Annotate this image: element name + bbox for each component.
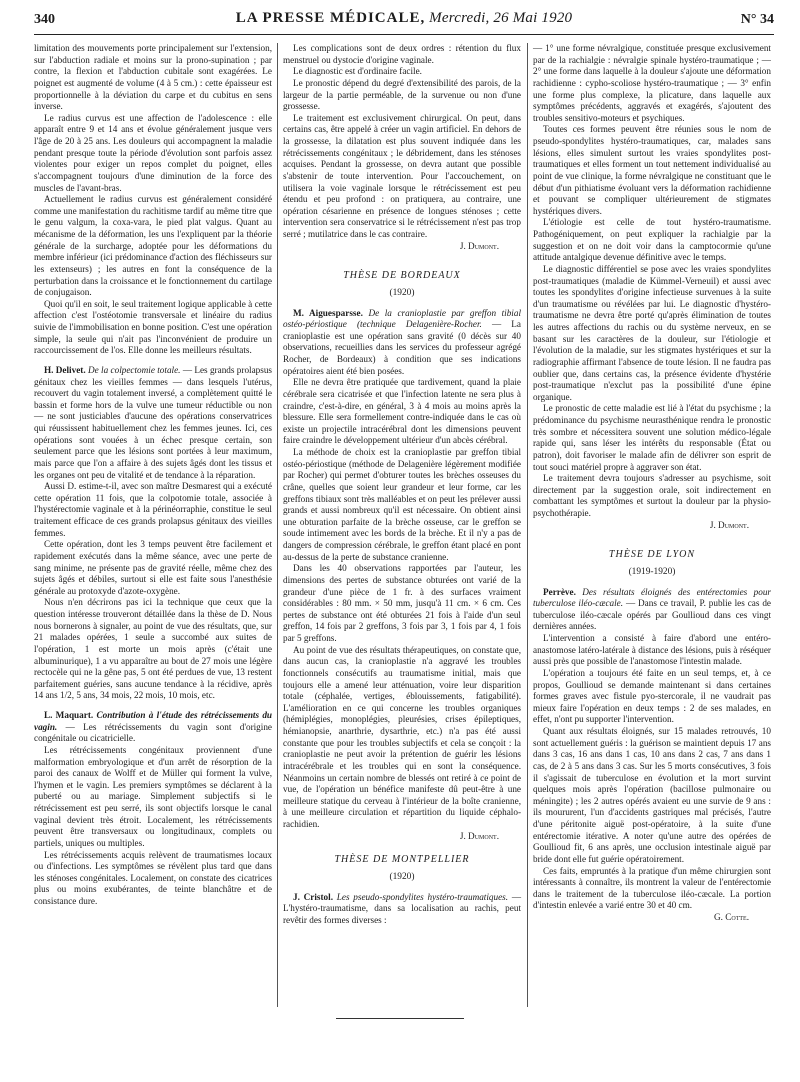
signature: G. Cotte.	[714, 912, 749, 922]
paragraph: Les rétrécissements acquis relèvent de traumatismes locaux ou d'infections. Les symptômes se révèlent plus tard que dans les sténoses congénitales. Localement, on constate des cicatrices plus ou moins exubérantes, de teinte blanchâtre et de consistance dure.	[34, 849, 272, 906]
paragraph: Quoi qu'il en soit, le seul traitement logique applicable à cette affection c'est l'ostéotomie transversale et linéaire du radius suivie de l'immobilisation en bonne position. C'est une opération simple, la seule qui n'ait pas l'inconvénient de produire un raccourcissement de l'os. Elle donne les meilleurs résultats.	[34, 298, 272, 356]
issue-date: Mercredi, 26 Mai 1920	[429, 10, 573, 26]
article-text: — Les rétrécissements du vagin sont d'origine congénitale ou cicatricielle.	[34, 721, 272, 744]
paragraph: Cette opération, dont les 3 temps peuvent être facilement et rapidement exécutés dans la même séance, avec une perte de sang minime, ne présente pas de gravité réelle, même chez des sujets âgés et débiles, surtout si elle est faite sous l'anesthésie générale au protoxyde d'azote-oxygène.	[34, 539, 272, 596]
paragraph: Quant aux résultats éloignés, sur 15 malades retrouvés, 10 sont actuellement guéris : la guérison se maintient depuis 17 ans dans 3 cas, 16 ans dans 1 cas, 10 ans dans 2 cas, 7 ans dans 1 cas, de 2 à 5 ans dans 3 cas. Sur les 5 morts consécutives, 3 fois il s'agissait de tuberculose en évolution et la mort survint quelques mois après l'opération (bacillose pulmonaire ou méningite) ; les 2 autres opérés avaient eu une survie de 9 ans : ils moururent, l'un d'accidents gastriques mal précisés, l'autre d'une péritonite aiguë post-opératoire, à la suite d'une entérectomie itérative. A noter qu'une autre des opérées de Goullioud fit, 6 ans après, une occlusion intestinale aiguë par bride dont elle fut guérie opératoirement.	[533, 726, 771, 864]
article-title: De la colpectomie totale.	[87, 364, 181, 375]
paragraph: limitation des mouvements porte principalement sur l'extension, sur l'abduction radiale et moins sur la prono-supination ; par contre, la flexion et l'abduction cubitale sont exagérées. Le poignet est augmenté de volume (4 à 5 cm.) : cette épaisseur est proportionnelle à la déviation du carpe et du cubitus en sens inverse.	[34, 43, 272, 112]
paragraph: Au point de vue des résultats thérapeutiques, on constate que, dans aucun cas, la cranioplastie n'a aggravé les troubles fonctionnels consécutifs au traumatisme initial, mais que toujours elle a amené leur atténuation, voire leur disparition totale (céphalée, vertiges, éblouissements, fatigabilité). L'amélioration en ce qui concerne les troubles organiques (hémiplégies, monoplégies, pleurésies, crises épileptiques, hémianopsie, anarthrie, dysarthrie, etc.) n'a pas été aussi constante que pour les troubles subjectifs et cela se conçoit : la cranioplastie ne peut avoir la prétention de guérir les lésions intracérébrale et les troubles qui en sont la conséquence. Néanmoins un certain nombre de blessés ont retiré à ce point de vue, de l'opération un bénéfice manifeste dû peut-être à une meilleure statique du cerveau à l'intérieur de la boîte cranienne, à une meilleure circulation et répartition du liquide céphalo-rachidien.	[283, 644, 521, 829]
paragraph: Aussi D. estime-t-il, avec son maître Desmarest qui a exécuté cette opération 11 fois, que la colpotomie totale, associée à l'hystérectomie vaginale et à la périnéorraphie, constitue le seul traitement efficace de ces grands prolapsus génitaux des vieilles femmes.	[34, 481, 272, 538]
paragraph: Le diagnostic différentiel se pose avec les vraies spondylites post-traumatiques (maladie de Kümmel-Verneuil) et aussi avec toutes les spondylites d'origine infectieuse survenues à la suite d'un traumatisme ou révélées par lui. Le diagnostic d'hystéro-traumatisme ne devra être porté qu'après élimination de toutes les autres affections du rachis ou du système nerveux, en se basant sur les caractères de la douleur, sur l'étiologie et l'évolution de la maladie, sur les stigmates hystériques et sur la radiographie affirmant l'absence de toute lésion. Il ne faudra pas oublier que, dans certains cas, la présence évidente d'hystérie post-traumatique n'exclut pas la possibilité d'une épine organique.	[533, 263, 771, 402]
paragraph: — 1° une forme névralgique, constituée presque exclusivement par de la rachialgie : névralgie spinale hystéro-traumatique ; — 2° une forme dans laquelle à la douleur s'ajoute une déformation rachidienne : cypho-scoliose hystéro-traumatique ; — 3° enfin une forme plus complexe, la plicature, dans laquelle aux symptômes précédents, aggravés et exagérés, s'ajoutent des troubles sensitivo-moteurs et psychiques.	[533, 43, 771, 123]
article-author: L. Maquart.	[44, 710, 94, 720]
paragraph: Actuellement le radius curvus est généralement considéré comme une manifestation du rachitisme tardif au même titre que le genu valgum, la coxa-vara, le pied plat valgus. Quant au mécanisme de la déformation, les uns l'expliquent par la théorie générale de la surcharge, adoptée pour les déformations du membre inférieur (ici prédominance d'action des fléchisseurs sur les extenseurs) ; les autres en font la conséquence de la perturbation dans la croissance et le fonctionnement du cartilage de conjugaison.	[34, 194, 272, 298]
paragraph: L'intervention a consisté à faire d'abord une entéro-anastomose latéro-latérale à distance des lésions, puis à réséquer aussi près que possible de l'anastomose l'intestin malade.	[533, 633, 771, 667]
header-rule	[34, 34, 774, 35]
paragraph: Le pronostic de cette maladie est lié à l'état du psychisme ; la prédominance du psychisme neurasthénique rendra le pronostic très sombre et nécessitera souvent une solution médico-légale rapide qui, sans léser les intérêts du responsable (État ou patron), doit favoriser le malade afin de délivrer son esprit de tout souci matériel propre à aggraver son état.	[533, 403, 771, 472]
article-title: Des résultats éloignés des entérectomies pour tuberculose iléo-cæcale.	[533, 586, 771, 609]
issue-number: N° 34	[740, 12, 774, 27]
paragraph: Dans les 40 observations rapportées par l'auteur, les dimensions des pertes de substance obturées ont varié de la grandeur d'une pièce de 1 fr. à des surfaces vraiment considérables : 80 mm. × 50 mm, jusqu'à 11 cm. × 6 cm. Ces pertes de substance ont été obturées 21 fois à l'aide d'un seul greffon, 14 fois par 2 greffons, 3 fois par 3, 1 fois par 4, 1 fois par 5 greffons.	[283, 563, 521, 643]
paragraph: Elle ne devra être pratiquée que tardivement, quand la plaie cérébrale sera cicatrisée et que l'infection latente ne sera plus à craindre, c'est-à-dire, en général, 3 à 4 mois au moins après la blessure. Elle sera formellement contre-indiquée dans le cas où existe un projectile intracérébral dont les dimensions peuvent faire craindre le développement ultérieur d'un abcès cérébral.	[283, 377, 521, 446]
section-heading: THÈSE DE MONTPELLIER	[334, 854, 470, 866]
article-aiguesparsse	[283, 308, 521, 378]
article-delivet	[34, 365, 272, 481]
column-divider	[527, 43, 528, 1007]
paragraph: Le diagnostic est d'ordinaire facile.	[293, 66, 422, 77]
paragraph: Nous n'en décrirons pas ici la technique que ceux que la question intéresse trouveront détaillée dans la thèse de D. Nous nous bornerons à signaler, au point de vue des résultats, que, sur 21 malades opérées, 1 seule a succombé aux suites de l'opération, 1 est morte un mois après (c'était une albuminurique), 1 a vu apparaître au bout de 27 mois une légère rectocèle qui ne la gêne pas, 5 ont été perdues de vue, 13 restent parfaitement guéries, sans aucune tendance à la récidive, après 14 ans 1/2, 5 ans, 34 mois, 22 mois, 10 mois, etc.	[34, 597, 272, 701]
paragraph: Toutes ces formes peuvent être réunies sous le nom de pseudo-spondylites hystéro-traumatiques, car, malades sans lésions, elles simulent surtout les vraies spondylites post-traumatiques et elles forment un tout nettement individualisé au point de vue clinique, la forme névralgique ne constituant que le début d'un pithiatisme évoluant vers la déformation rachidienne et pouvant se compliquer ultérieurement de stigmates hystériques divers.	[533, 124, 771, 216]
article-text: — L'hystéro-traumatisme, dans sa localisation au rachis, peut revêtir des formes diverses :	[283, 891, 521, 925]
footer-rule	[336, 1018, 464, 1019]
page-header	[34, 10, 774, 32]
running-title	[34, 10, 774, 27]
article-author: J. Cristol.	[293, 891, 333, 902]
article-author: M. Aiguesparsse.	[293, 307, 363, 318]
article-text: — Les grands prolapsus génitaux chez les vieilles femmes — dans lesquels l'utérus, recouvert du vagin totalement inversé, a complètement quitté le bassin et forme hors de la vulve une tumeur réductible ou non — ne sont justiciables d'aucune des opérations conservatrices qui réussissent habituellement chez les femmes jeunes. Ici, ces opérations sont vouées à un échec presque certain, son seulement parce que les lésions sont portées à leur maximum, mais parce que l'on a affaire à des sujets âgés dont les tissus et les organes ont peu de vitalité et de tendance à la réparation.	[34, 364, 273, 480]
journal-name: LA PRESSE MÉDICALE,	[235, 10, 426, 26]
article-author: H. Delivet.	[44, 364, 86, 375]
page-number: 340	[34, 12, 55, 27]
column-right	[533, 43, 771, 924]
paragraph: Les rétrécissements congénitaux proviennent d'une malformation embryologique et d'un arrêt de résorption de la paroi des canaux de Wolff et de Müller qui forment la vulve, l'hymen et le vagin. Les premiers symptômes se déclarent à la puberté ou au mariage. Simplement subjectifs si le rétrécissement est peu serré, ils sont objectifs lorsque le canal vaginal devient très étroit. Localement, les rétrécissements peuvent être transversaux ou longitudinaux, complets ou partiels, uniques ou multiples.	[34, 744, 272, 848]
article-cristol	[283, 892, 521, 927]
signature: J. Dumont.	[459, 830, 499, 841]
paragraph: L'étiologie est celle de tout hystéro-traumatisme. Pathogéniquement, on peut expliquer la rachialgie par la suggestion et on ne doit voir dans la camptocormie qu'une attitude antalgique devenue définitive avec le temps.	[533, 217, 771, 263]
section-year: (1919-1920)	[628, 566, 676, 577]
article-author: Perrève.	[543, 586, 576, 597]
paragraph: L'opération a toujours été faite en un seul temps, et, à ce propos, Goullioud se demande maintenant si dans certaines formes graves avec fistule pyo-stercorale, il ne vaudrait pas mieux faire l'opération en deux temps : 2 de ses malades, en effet, n'ont pu supporter l'intervention.	[533, 667, 771, 725]
section-heading: THÈSE DE LYON	[608, 549, 696, 561]
paragraph: Le pronostic dépend du degré d'extensibilité des parois, de la largeur de la partie perméable, de la survenue ou non d'une grossesse.	[283, 77, 521, 112]
article-text: — La cranioplastie est une opération sans gravité (0 décès sur 40 observations, recueillies dans les services du professeur agrégé Rocher, de Bordeaux) à condition que ses indications opératoires aient été bien posées.	[283, 319, 521, 376]
section-year: (1920)	[389, 871, 415, 882]
article-maquart	[34, 710, 272, 745]
signature: J. Dumont.	[459, 240, 499, 251]
paragraph: Les complications sont de deux ordres : rétention du flux menstruel ou dystocie d'origine vaginale.	[283, 43, 521, 65]
paragraph: Le radius curvus est une affection de l'adolescence : elle apparaît entre 9 et 14 ans et évolue généralement jusque vers l'âge de 20 à 25 ans. Les douleurs qui accompagnent la maladie pendant presque toute la période d'évolution sont parfois assez violentes pour exiger un repos complet du poignet, elles s'accompagnent toujours d'une diminution de la force des muscles de l'avant-bras.	[34, 112, 272, 193]
article-perreve	[533, 587, 771, 634]
paragraph: Le traitement est exclusivement chirurgical. On peut, dans certains cas, être appelé à créer un vagin artificiel. En dehors de la grossesse, la dilatation est plus souvent indiquée dans les rétrécissements congénitaux ; le débridement, dans les sténoses acquises. Pendant la grossesse, on devra autant que possible s'abstenir de toute intervention. Pour l'accouchement, on utilisera la voie vaginale lorsque le rétrécissement est peu étendu et peu profond : on pratiquera, au contraire, une opération césarienne en présence de longues sténoses ; cette intervention sera conservatrice si le rétrécissement n'est pas trop serré ; mutilatrice dans le cas contraire.	[283, 112, 521, 239]
paragraph: La méthode de choix est la cranioplastie par greffon tibial ostéo-périostique (méthode de Delagenière légèrement modifiée par Rocher) qui permet d'obturer toutes les brèches osseuses du crâne, quelles que soient leur grandeur et leur forme, car les greffons tibiaux sont très malléables et on peut les prélever aussi grands et aussi nombreux qu'il est nécessaire. On obtient ainsi une obturation parfaite de la brèche osseuse, car le greffon se soude intimement avec les bords de la brèche. Et il n'y a pas de dangers de compression cérébrale, le greffon étant placé en pont au-dessus de la perte de substance cranienne.	[283, 447, 521, 562]
article-text: — Dans ce travail, P. publie les cas de tuberculose iléo-cæcale opérés par Goullioud dans ces vingt dernières années.	[533, 598, 772, 632]
section-year: (1920)	[389, 287, 415, 298]
paragraph: Ces faits, empruntés à la pratique d'un même chirurgien sont intéressants à connaître, ils montrent la valeur de l'entérectomie dans le traitement de la tuberculose iléo-cæcale. La portion d'intestin enlevée a varié entre 30 et 40 cm.	[533, 865, 771, 911]
column-middle	[283, 43, 521, 926]
paragraph: Le traitement devra toujours s'adresser au psychisme, soit directement par la suggestion orale, soit indirectement en combattant les symptômes et surtout la douleur par la physio-psychothérapie.	[533, 473, 771, 518]
article-title: De la cranioplastie par greffon tibial ostéo-périostique (technique Delagenière-Rocher.	[283, 307, 522, 330]
section-heading: THÈSE DE BORDEAUX	[343, 270, 461, 282]
signature: J. Dumont.	[709, 519, 749, 530]
column-left	[34, 43, 272, 908]
article-title: Les pseudo-spondylites hystéro-traumatiques.	[336, 891, 509, 902]
column-divider	[277, 43, 278, 1007]
article-title: Contribution à l'étude des rétrécissements du vagin.	[34, 710, 273, 732]
